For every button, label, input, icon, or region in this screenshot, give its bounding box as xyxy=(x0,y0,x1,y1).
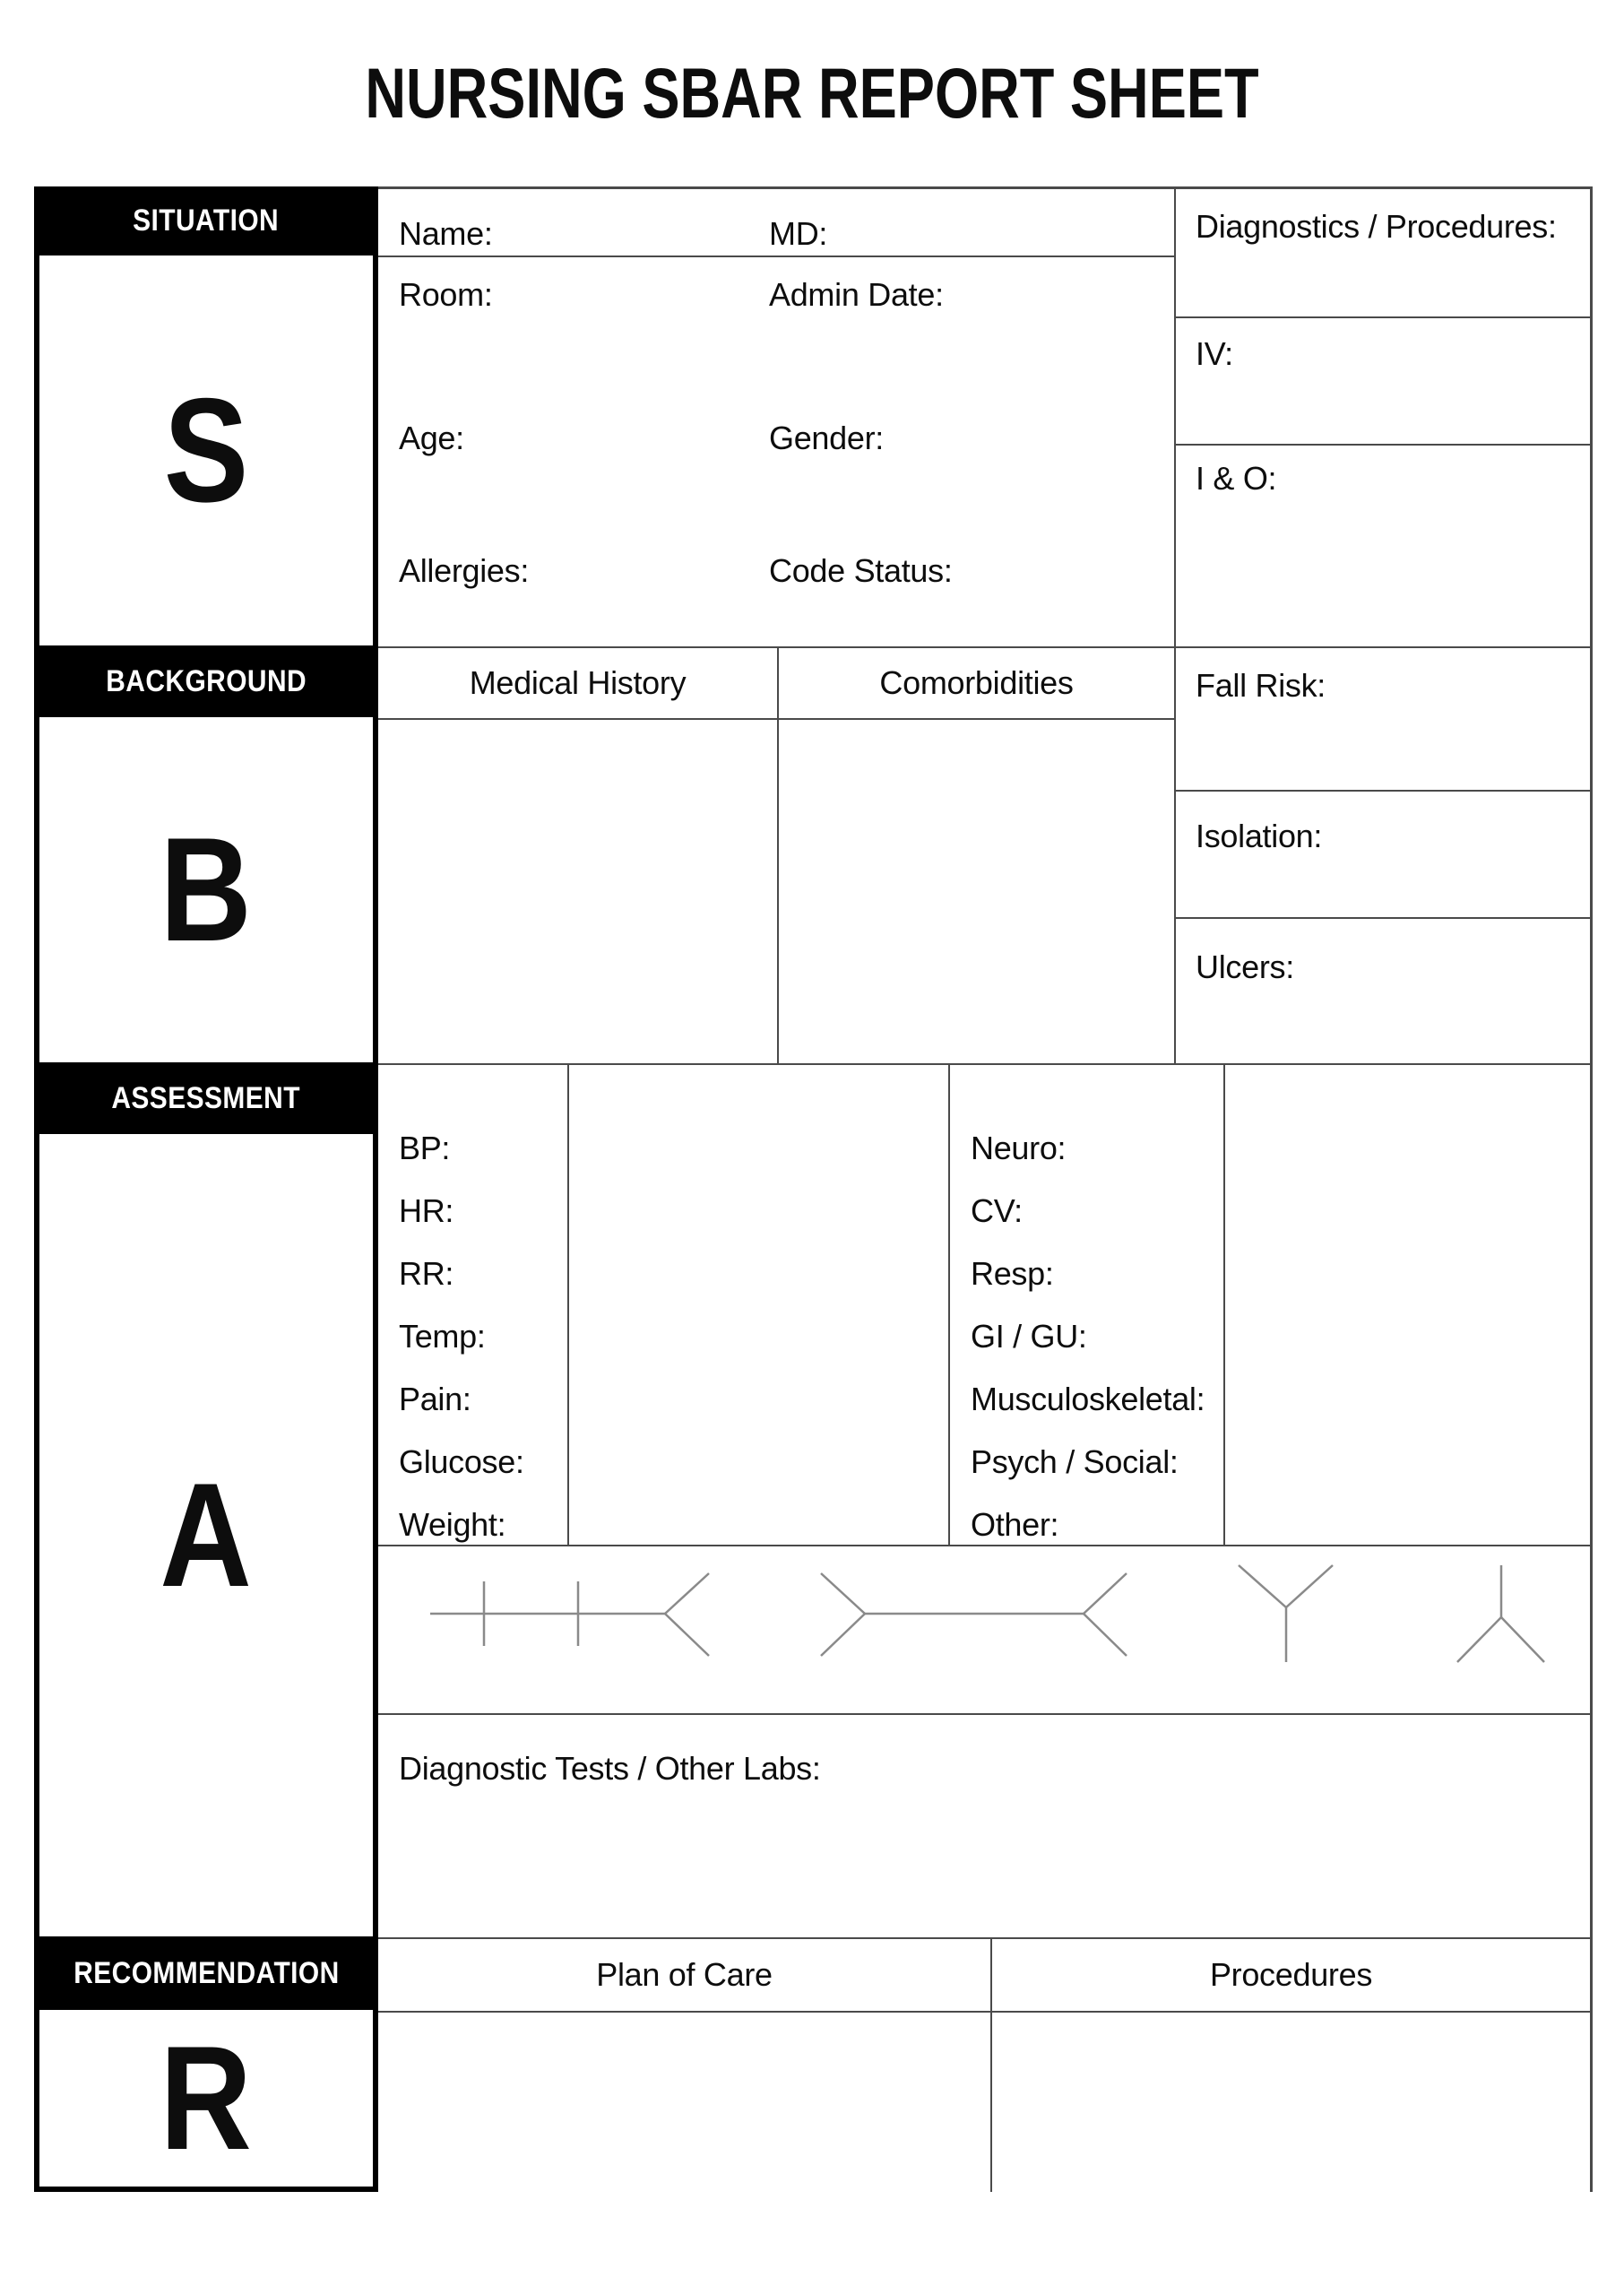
fall-risk-label: Fall Risk: xyxy=(1196,667,1326,704)
background-letter-cell xyxy=(34,717,378,1062)
code-status-field-label: Code Status: xyxy=(769,552,953,589)
glucose-label: Glucose: xyxy=(399,1443,524,1480)
isolation-label: Isolation: xyxy=(1196,818,1323,854)
age-field-label: Age: xyxy=(399,420,464,456)
plan-of-care-label: Plan of Care xyxy=(596,1956,773,1993)
isolation-cell[interactable] xyxy=(1176,792,1590,919)
recommendation-letter-cell xyxy=(34,2010,378,2192)
admin-date-field-label: Admin Date: xyxy=(769,276,944,313)
rr-label: RR: xyxy=(399,1255,454,1292)
room-field-label: Room: xyxy=(399,276,493,313)
pain-label: Pain: xyxy=(399,1381,471,1417)
situation-section-header xyxy=(34,186,378,255)
diagnostics-procedures-label: Diagnostics / Procedures: xyxy=(1196,208,1557,245)
other-label: Other: xyxy=(971,1506,1059,1543)
vitals-label-column xyxy=(378,1065,569,1546)
plan-of-care-entry-cell[interactable] xyxy=(378,2013,992,2192)
chem-fishbone-icon xyxy=(430,1573,709,1656)
medical-history-header-cell xyxy=(378,648,779,720)
temp-label: Temp: xyxy=(399,1318,486,1355)
name-md-cell[interactable] xyxy=(378,189,1176,257)
comorbidities-header-cell xyxy=(779,648,1176,720)
cv-label: CV: xyxy=(971,1192,1023,1229)
intake-output-label: I & O: xyxy=(1196,460,1277,497)
intake-output-cell[interactable] xyxy=(1176,446,1590,648)
iv-cell[interactable] xyxy=(1176,318,1590,446)
iv-label: IV: xyxy=(1196,335,1233,372)
systems-entry-cell[interactable] xyxy=(1225,1065,1590,1546)
allergies-field-label: Allergies: xyxy=(399,552,530,589)
recommendation-section-header xyxy=(34,1936,378,2010)
fall-risk-cell[interactable] xyxy=(1176,648,1590,792)
form-content-grid xyxy=(378,186,1593,2192)
situation-letter-cell xyxy=(34,255,378,645)
ulcers-label: Ulcers: xyxy=(1196,948,1294,985)
assessment-letter: A xyxy=(160,1452,253,1617)
plan-of-care-header-cell xyxy=(378,1939,992,2013)
comorbidities-label: Comorbidities xyxy=(879,664,1074,701)
procedures-label: Procedures xyxy=(1209,1956,1373,1993)
comorbidities-entry-cell[interactable] xyxy=(779,720,1176,1065)
assessment-letter-cell xyxy=(34,1134,378,1936)
hr-label: HR: xyxy=(399,1192,454,1229)
diagnostic-tests-cell[interactable] xyxy=(378,1715,1590,1939)
recommendation-letter: R xyxy=(160,2015,253,2180)
background-letter: B xyxy=(160,807,253,972)
background-header-label: BACKGROUND xyxy=(106,663,307,698)
gi-gu-label: GI / GU: xyxy=(971,1318,1087,1355)
resp-label: Resp: xyxy=(971,1255,1054,1292)
medical-history-entry-cell[interactable] xyxy=(378,720,779,1065)
coags-y-icon xyxy=(1239,1565,1333,1662)
section-label-column xyxy=(34,186,378,2192)
situation-letter: S xyxy=(163,368,249,533)
recommendation-header-label: RECOMMENDATION xyxy=(73,1955,340,1990)
bp-label: BP: xyxy=(399,1130,451,1166)
systems-label-column xyxy=(950,1065,1225,1546)
assessment-header-label: ASSESSMENT xyxy=(111,1080,301,1115)
md-field-label: MD: xyxy=(769,215,828,252)
ulcers-cell[interactable] xyxy=(1176,919,1590,1065)
psych-social-label: Psych / Social: xyxy=(971,1443,1179,1480)
procedures-header-cell xyxy=(992,1939,1590,2013)
medical-history-label: Medical History xyxy=(469,664,687,701)
inverted-y-icon xyxy=(1457,1565,1544,1662)
gender-field-label: Gender: xyxy=(769,420,884,456)
situation-header-label: SITUATION xyxy=(133,204,280,238)
name-field-label: Name: xyxy=(399,215,493,252)
patient-demographics-cell[interactable] xyxy=(378,257,1176,648)
diagnostic-tests-label: Diagnostic Tests / Other Labs: xyxy=(399,1750,821,1787)
weight-label: Weight: xyxy=(399,1506,506,1543)
musculoskeletal-label: Musculoskeletal: xyxy=(971,1381,1205,1417)
assessment-section-header xyxy=(34,1062,378,1134)
diagnostics-procedures-cell[interactable] xyxy=(1176,189,1590,318)
neuro-label: Neuro: xyxy=(971,1130,1067,1166)
procedures-entry-cell[interactable] xyxy=(992,2013,1590,2192)
cbc-fishbone-icon xyxy=(821,1573,1127,1656)
page-title: NURSING SBAR REPORT SHEET xyxy=(365,53,1259,133)
lab-fishbone-box xyxy=(378,1546,1590,1715)
vitals-entry-cell[interactable] xyxy=(569,1065,950,1546)
background-section-header xyxy=(34,645,378,717)
sbar-table xyxy=(34,186,1593,2192)
